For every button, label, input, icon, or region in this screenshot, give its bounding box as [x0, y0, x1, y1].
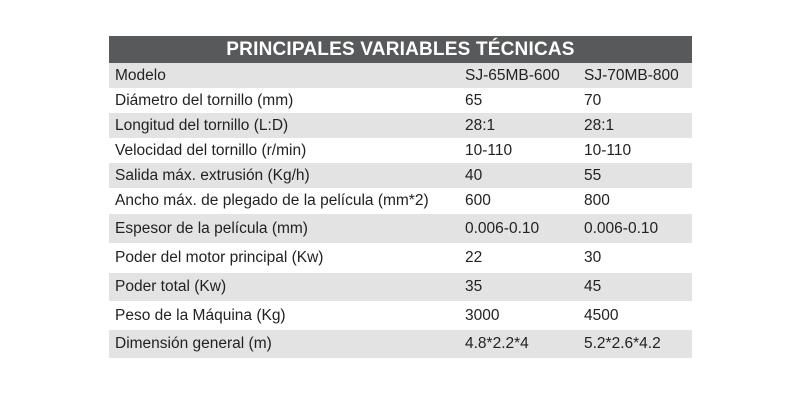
row-value-a: 40	[465, 166, 483, 184]
row-value-b: 28:1	[584, 116, 615, 134]
row-label: Peso de la Máquina (Kg)	[115, 306, 286, 324]
row-value-a: 3000	[465, 306, 500, 324]
row-value-a: 28:1	[465, 116, 496, 134]
table-row	[109, 243, 692, 273]
table-row	[109, 214, 692, 243]
header-label: Modelo	[115, 66, 166, 84]
row-value-b: 0.006-0.10	[584, 219, 659, 237]
table-header-row	[109, 63, 692, 88]
table-title: PRINCIPALES VARIABLES TÉCNICAS	[109, 36, 692, 63]
spec-table	[109, 36, 692, 358]
row-label: Ancho máx. de plegado de la película (mm*2)	[115, 192, 429, 209]
row-label: Espesor de la película (mm)	[115, 219, 308, 237]
table-row	[109, 113, 692, 138]
row-value-b: 70	[584, 91, 602, 109]
row-value-a: 600	[465, 192, 491, 209]
table-row	[109, 273, 692, 301]
row-value-b: 5.2*2.6*4.2	[584, 335, 661, 352]
table-row	[109, 301, 692, 330]
table-row	[109, 88, 692, 113]
row-value-b: 800	[584, 192, 610, 209]
row-value-b: 30	[584, 249, 602, 266]
header-model-a: SJ-65MB-600	[465, 66, 560, 84]
row-value-b: 10-110	[584, 141, 632, 159]
row-label: Longitud del tornillo (L:D)	[115, 116, 289, 134]
row-value-b: 45	[584, 278, 602, 295]
row-value-a: 10-110	[465, 141, 513, 159]
row-value-a: 0.006-0.10	[465, 219, 540, 237]
row-value-a: 4.8*2.2*4	[465, 335, 529, 352]
row-label: Salida máx. extrusión (Kg/h)	[115, 166, 310, 184]
row-label: Poder total (Kw)	[115, 278, 227, 295]
table-row	[109, 188, 692, 214]
row-label: Dimensión general (m)	[115, 335, 272, 352]
row-value-a: 65	[465, 91, 483, 109]
table-row	[109, 138, 692, 163]
row-value-a: 22	[465, 249, 483, 266]
row-label: Velocidad del tornillo (r/min)	[115, 141, 307, 159]
header-model-b: SJ-70MB-800	[584, 66, 679, 84]
row-label: Diámetro del tornillo (mm)	[115, 91, 294, 109]
row-label: Poder del motor principal (Kw)	[115, 249, 324, 266]
row-value-a: 35	[465, 278, 483, 295]
table-row	[109, 163, 692, 188]
table-row	[109, 330, 692, 358]
row-value-b: 4500	[584, 306, 619, 324]
row-value-b: 55	[584, 166, 602, 184]
